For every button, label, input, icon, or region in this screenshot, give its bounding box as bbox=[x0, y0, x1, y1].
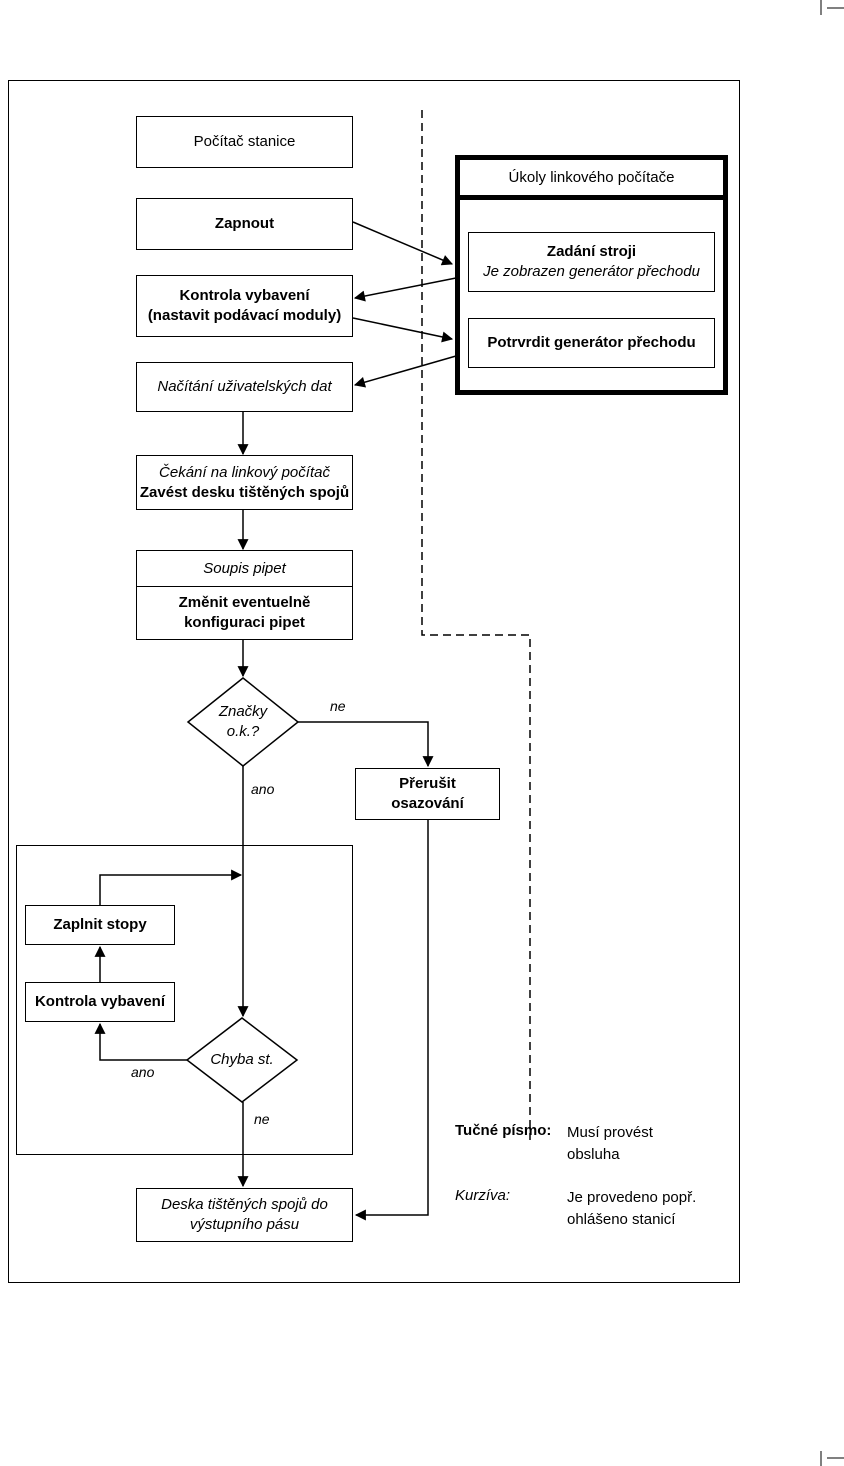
flow-box-power-on bbox=[136, 198, 353, 250]
line-computer-panel bbox=[455, 155, 728, 395]
pipette-config-section bbox=[137, 587, 352, 639]
legend-bold-desc bbox=[567, 1122, 653, 1166]
flow-box-abort-assembly bbox=[355, 768, 500, 820]
box-label-line: Přerušit bbox=[399, 775, 456, 792]
flow-box-load-user-data bbox=[136, 362, 353, 412]
box-label: Načítání uživatelských dat bbox=[157, 378, 332, 395]
edge-label-marks-no: ne bbox=[330, 698, 346, 714]
edge-label-error-no: ne bbox=[254, 1111, 270, 1127]
decision-label-line: o.k.? bbox=[226, 723, 260, 740]
box-label-line: konfiguraci pipet bbox=[184, 614, 305, 631]
legend-italic-term: Kurzíva: bbox=[455, 1187, 511, 1204]
box-label-line: Zadání stroji bbox=[546, 243, 637, 260]
box-label-line: osazování bbox=[391, 795, 464, 812]
pipette-list-section bbox=[137, 551, 352, 587]
crop-mark-top-right bbox=[821, 0, 844, 15]
line-computer-panel-header bbox=[460, 160, 723, 200]
box-label: Zaplnit stopy bbox=[53, 916, 147, 933]
legend-desc-line: Je provedeno popř. bbox=[567, 1189, 697, 1206]
panel-title: Úkoly linkového počítače bbox=[508, 169, 675, 186]
decision-station-error-label bbox=[187, 1050, 297, 1070]
box-label-line: (nastavit podávací moduly) bbox=[147, 307, 342, 324]
box-label: Kontrola vybavení bbox=[34, 993, 166, 1010]
flow-box-fill-tracks bbox=[25, 905, 175, 945]
legend-desc-line: ohlášeno stanicí bbox=[567, 1211, 676, 1228]
legend-desc-line: obsluha bbox=[567, 1146, 620, 1163]
flow-box-equipment-check bbox=[136, 275, 353, 337]
flow-box-pcb-to-output bbox=[136, 1188, 353, 1242]
edge-label-error-yes: ano bbox=[131, 1064, 155, 1080]
flow-box-wait-line-computer bbox=[136, 455, 353, 510]
legend-bold-term: Tučné písmo: bbox=[455, 1122, 552, 1139]
decision-label-line: Značky bbox=[218, 703, 268, 720]
panel-box-machine-job bbox=[468, 232, 715, 292]
box-label: Potrvrdit generátor přechodu bbox=[487, 334, 696, 351]
flow-box-pipette bbox=[136, 550, 353, 640]
box-label-line: Zavést desku tištěných spojů bbox=[139, 483, 350, 501]
legend-italic-desc bbox=[567, 1187, 696, 1231]
edge-label-marks-yes: ano bbox=[251, 781, 275, 797]
box-label-line: Deska tištěných spojů do bbox=[161, 1196, 328, 1213]
panel-box-confirm-generator bbox=[468, 318, 715, 368]
box-label-line: Změnit eventuelně bbox=[178, 594, 311, 611]
crop-mark-bottom-right bbox=[821, 1451, 844, 1466]
box-label-line: výstupního pásu bbox=[189, 1216, 300, 1233]
box-label: Soupis pipet bbox=[203, 559, 286, 577]
decision-label-line: Chyba st. bbox=[210, 1051, 274, 1068]
box-label-line: Je zobrazen generátor přechodu bbox=[483, 263, 700, 280]
box-label-line: Kontrola vybavení bbox=[179, 287, 310, 304]
decision-marks-ok-label bbox=[188, 700, 298, 744]
box-label: Zapnout bbox=[214, 215, 275, 232]
flow-box-station-computer bbox=[136, 116, 353, 168]
legend-desc-line: Musí provést bbox=[567, 1124, 653, 1141]
box-label-line: Čekání na linkový počítač bbox=[159, 463, 330, 481]
box-label: Počítač stanice bbox=[193, 133, 296, 150]
flow-box-equipment-check-loop bbox=[25, 982, 175, 1022]
